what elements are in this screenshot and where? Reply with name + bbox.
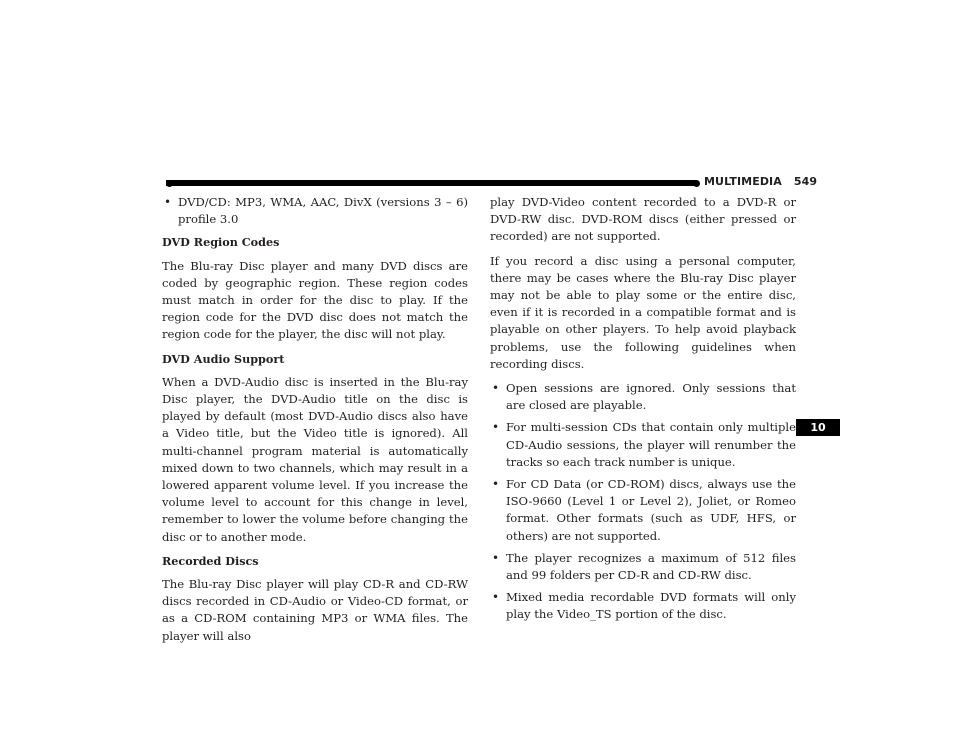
list-item: • Mixed media recordable DVD formats will only play the Video_TS portion of the disc. bbox=[490, 589, 796, 623]
header-rule bbox=[166, 180, 696, 186]
section-title: MULTIMEDIA bbox=[704, 175, 782, 188]
continuation-paragraph: play DVD-Video content recorded to a DVD-R or DVD-RW disc. DVD-ROM discs (either pressed or recorded) are not supported. bbox=[490, 195, 796, 244]
list-item: • For multi-session CDs that contain only multiple CD-Audio sessions, the player will renumber the tracks so each track number is unique. bbox=[490, 419, 796, 471]
right-column bbox=[490, 194, 796, 629]
audio-support-heading: DVD Audio Support bbox=[162, 351, 285, 366]
region-codes-heading: DVD Region Codes bbox=[162, 235, 280, 250]
left-column bbox=[162, 194, 468, 652]
page-number: 549 bbox=[793, 175, 818, 188]
running-header bbox=[704, 175, 817, 188]
list-item: • The player recognizes a maximum of 512 files and 99 folders per CD-R and CD-RW disc. bbox=[490, 550, 796, 584]
list-item: • For CD Data (or CD-ROM) discs, always use the ISO-9660 (Level 1 or Level 2), Joliet, or Romeo format. Other formats (such as UDF, HFS, or others) are not supported. bbox=[490, 476, 796, 545]
list-item: • Open sessions are ignored. Only sessions that are closed are playable. bbox=[490, 380, 796, 414]
list-item: • DVD/CD: MP3, WMA, AAC, DivX (versions 3 – 6) profile 3.0 bbox=[162, 194, 468, 228]
region-codes-paragraph: The Blu-ray Disc player and many DVD discs are coded by geographic region. These region codes must match in order for the disc to play. If the region code for the DVD disc does not match the region code for the player, the disc will not play. bbox=[162, 258, 468, 342]
guidelines-list bbox=[490, 380, 796, 624]
recorded-discs-paragraph: The Blu-ray Disc player will play CD-R and CD-RW discs recorded in CD-Audio or Video-CD format, or as a CD-ROM containing MP3 or WMA files. The player will also bbox=[162, 577, 468, 643]
pc-recording-paragraph: If you record a disc using a personal computer, there may be cases where the Blu-ray Disc player may not be able to play some or the entire disc, even if it is recorded in a compatible format and is playable on other players. To help avoid playback problems, use the following guidelines when recording discs. bbox=[490, 253, 796, 371]
audio-support-paragraph: When a DVD-Audio disc is inserted in the Blu-ray Disc player, the DVD-Audio title on the disc is played by default (most DVD-Audio discs also have a Video title, but the Video title is ignored). All multi-channel program material is automatically mixed down to two channels, which may result in a lowered apparent volume level. If you increase the volume level to account for this change in level, remember to lower the volume before changing the disc or to another mode. bbox=[162, 374, 468, 544]
chapter-tab: 10 bbox=[796, 419, 840, 436]
recorded-discs-heading: Recorded Discs bbox=[162, 553, 259, 568]
format-list bbox=[162, 194, 468, 228]
